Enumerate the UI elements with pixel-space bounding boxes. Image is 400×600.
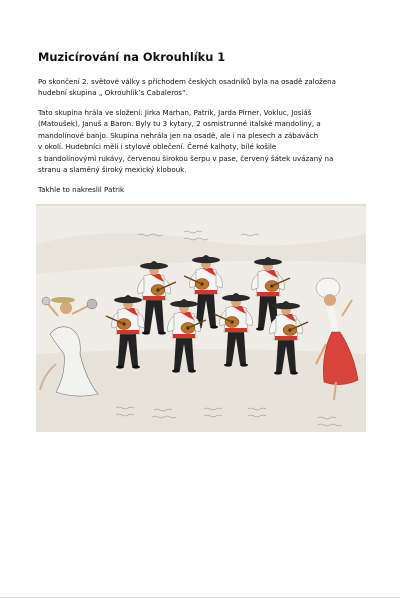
band-drawing-svg [36, 204, 366, 432]
page-bottom-border [0, 597, 400, 598]
band-drawing [36, 204, 366, 432]
page-title: Muzicírování na Okrouhlíku 1 [38, 50, 226, 64]
paragraph-caption: Takhle to nakreslil Patrik [38, 185, 125, 194]
paragraph-intro: Po skončení 2. světové války s příchodem českých osadníků byla na osadě založena hudební skupina „ Okrouhlík’s Cabaleros“. [38, 77, 336, 98]
paragraph-band-members: Tato skupina hrála ve složení: Jirka Marhan, Patrik, Jarda Pirner, Vokluc, Josiáš (Matoušek), Januš a Baron. Byly tu 3 kytary, 2 osmistrunné italské mandolíny, a mandolínové banjo. Skupina nehrála jen na osadě, ale i na plesech a zábavách v okolí. Hudebníci měli i stylové oblečení. Černé kalhoty, bílé košile s bandolínovými rukávy, červenou širokou šerpu v pase, červený šátek uvázaný na stranu a slaměný široký mexický klobouk. [38, 108, 334, 175]
